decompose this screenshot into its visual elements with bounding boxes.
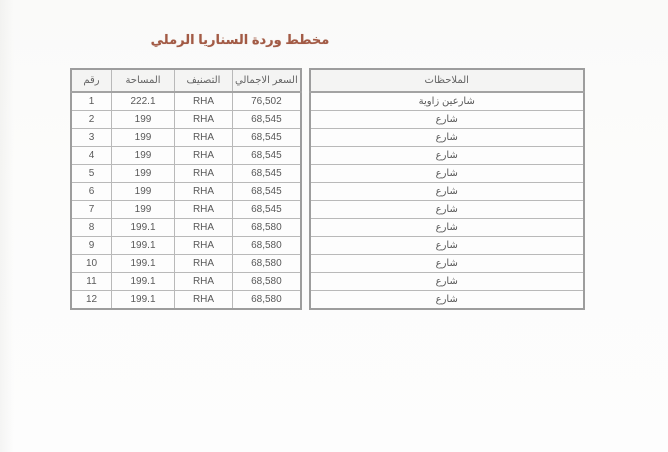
cell-price: 68,545 [233, 129, 301, 147]
cell-class: RHA [175, 183, 233, 201]
cell-notes: شارع [310, 201, 584, 219]
header-area: المساحة [112, 69, 175, 92]
cell-area: 199 [112, 147, 175, 165]
cell-class: RHA [175, 129, 233, 147]
cell-num: 1 [71, 92, 112, 111]
cell-notes: شارع [310, 273, 584, 291]
cell-area: 199 [112, 129, 175, 147]
cell-area: 222.1 [112, 92, 175, 111]
table-row [310, 147, 584, 165]
cell-notes: شارع [310, 219, 584, 237]
cell-class: RHA [175, 237, 233, 255]
cell-num: 2 [71, 111, 112, 129]
table-row [310, 129, 584, 147]
cell-area: 199.1 [112, 219, 175, 237]
cell-num: 5 [71, 165, 112, 183]
table-row [71, 183, 301, 201]
cell-area: 199 [112, 111, 175, 129]
cell-price: 68,545 [233, 111, 301, 129]
table-row [310, 255, 584, 273]
cell-class: RHA [175, 201, 233, 219]
cell-class: RHA [175, 92, 233, 111]
cell-notes: شارع [310, 165, 584, 183]
table-row [71, 147, 301, 165]
cell-notes: شارع [310, 129, 584, 147]
scan-edge-shading [0, 0, 14, 452]
table-row [71, 129, 301, 147]
header-row [310, 69, 584, 92]
cell-num: 4 [71, 147, 112, 165]
header-row [71, 69, 301, 92]
table-row [71, 111, 301, 129]
header-classification: التصنيف [175, 69, 233, 92]
table-row [71, 273, 301, 291]
cell-num: 11 [71, 273, 112, 291]
cell-area: 199.1 [112, 291, 175, 310]
cell-num: 3 [71, 129, 112, 147]
cell-num: 12 [71, 291, 112, 310]
cell-class: RHA [175, 219, 233, 237]
plots-table [70, 68, 585, 310]
table-row [71, 201, 301, 219]
cell-class: RHA [175, 255, 233, 273]
cell-price: 68,580 [233, 273, 301, 291]
table-row [310, 291, 584, 310]
cell-notes: شارع [310, 255, 584, 273]
table-row [310, 92, 584, 111]
table-row [71, 291, 301, 310]
cell-num: 7 [71, 201, 112, 219]
notes-table [309, 68, 585, 310]
header-notes: الملاحظات [310, 69, 584, 92]
cell-price: 68,580 [233, 237, 301, 255]
cell-price: 68,545 [233, 147, 301, 165]
cell-class: RHA [175, 165, 233, 183]
cell-num: 6 [71, 183, 112, 201]
cell-area: 199.1 [112, 255, 175, 273]
cell-area: 199.1 [112, 237, 175, 255]
cell-num: 9 [71, 237, 112, 255]
cell-class: RHA [175, 273, 233, 291]
table-row [310, 219, 584, 237]
table-row [310, 165, 584, 183]
cell-price: 68,580 [233, 291, 301, 310]
document-title: مخطط وردة السناريا الرملي [150, 32, 330, 47]
cell-num: 10 [71, 255, 112, 273]
cell-num: 8 [71, 219, 112, 237]
table-row [71, 165, 301, 183]
cell-notes: شارعين زاوية [310, 92, 584, 111]
cell-price: 76,502 [233, 92, 301, 111]
cell-class: RHA [175, 111, 233, 129]
header-total-price: السعر الاجمالي [233, 69, 301, 92]
cell-area: 199 [112, 201, 175, 219]
cell-class: RHA [175, 147, 233, 165]
main-table [70, 68, 302, 310]
table-row [310, 111, 584, 129]
main-table-body [71, 92, 301, 309]
cell-notes: شارع [310, 237, 584, 255]
table-row [310, 183, 584, 201]
table-row [310, 237, 584, 255]
cell-notes: شارع [310, 183, 584, 201]
table-row [71, 255, 301, 273]
cell-class: RHA [175, 291, 233, 310]
main-table-header [71, 69, 301, 92]
cell-notes: شارع [310, 111, 584, 129]
table-row [310, 273, 584, 291]
header-number: رقم [71, 69, 112, 92]
cell-price: 68,545 [233, 183, 301, 201]
cell-notes: شارع [310, 147, 584, 165]
table-row [71, 237, 301, 255]
table-row [71, 219, 301, 237]
cell-price: 68,580 [233, 219, 301, 237]
table-row [71, 92, 301, 111]
cell-notes: شارع [310, 291, 584, 310]
cell-area: 199 [112, 183, 175, 201]
cell-area: 199 [112, 165, 175, 183]
cell-area: 199.1 [112, 273, 175, 291]
cell-price: 68,545 [233, 165, 301, 183]
notes-table-header [310, 69, 584, 92]
cell-price: 68,580 [233, 255, 301, 273]
table-row [310, 201, 584, 219]
notes-table-body [310, 92, 584, 309]
cell-price: 68,545 [233, 201, 301, 219]
